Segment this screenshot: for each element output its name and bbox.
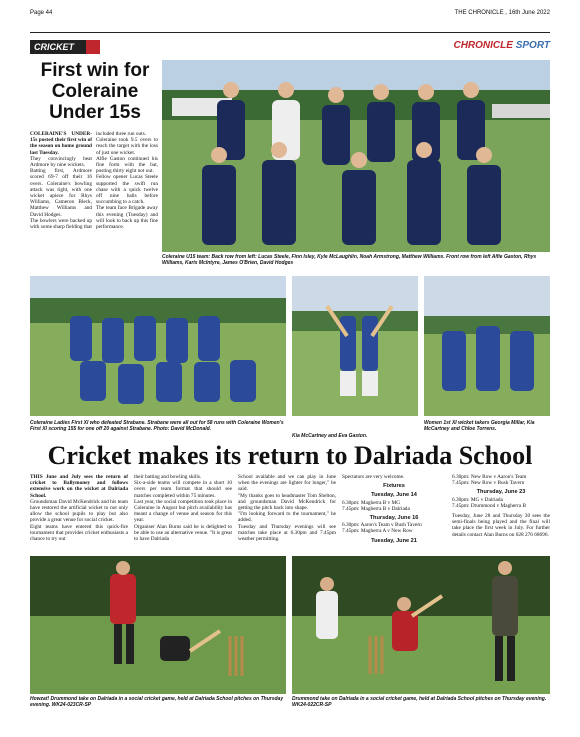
story1-para: Batting first, Ardmore scored 69-7 off their 16 overs. Coleraine's bowling attack was tight, with one wicket apiece for Rhys Williams, Cameron Bleck, Matthew Williams and David Hodges. — [30, 168, 92, 218]
fixture-date: Tuesday, June 14 — [371, 492, 417, 499]
photo-howzat-dalriada — [30, 556, 286, 694]
photo-caption-story1: Coleraine U15 team: Back row from left: Lucas Steele, Finn Isley, Kyle McLaughlin, Noah Armstrong, Matthew Williams. Front row from left Alfie Gaston, Rhys Williams, Karis McIntyre, James O'Brien, David Hodges — [162, 254, 537, 266]
section-tag — [30, 40, 100, 54]
headline-story1: First win for Coleraine Under 15s — [40, 60, 150, 123]
story2-para: Spectators are very welcome. — [342, 474, 405, 480]
photo-caption-mccartney-gaston: Kia McCartney and Eva Gaston. — [292, 433, 368, 439]
photo-drummond-dalriada — [292, 556, 550, 694]
masthead-sport: SPORT — [515, 40, 550, 51]
story2-para: School available and we can play in June when the evenings are lighter for longer," he said. — [238, 474, 336, 493]
story1-para: They convincingly beat Ardmore by nine wickets. — [30, 155, 92, 169]
fixture-row: 7.45pm: Magherra B v Dalriada — [342, 505, 410, 512]
story1-para: The bowlers were backed up with some sharp fielding that — [30, 217, 92, 231]
story2-para: Organiser Alan Burns said he is delighted to be able to use an alternative venue. "It is great to have Dalriada — [134, 523, 232, 543]
section-tag-accent — [86, 40, 100, 54]
fixtures-title: Fixtures — [383, 483, 405, 490]
story1-column-1 — [30, 131, 92, 230]
story2-column-2 — [134, 474, 232, 542]
section-tag-label: CRICKET — [34, 42, 74, 52]
story2-para: Tuesday and Thursday evenings will see matches take place at 6.30pm and 7.45pm weather permitting. — [238, 523, 336, 543]
photo-caption-ladies: Coleraine Ladies First XI who defeated Strabane. Strabane were all out for 58 runs with Coleraine Women's First XI scoring 155 for one off 20 against Strabane. Photo: David McDonald. — [30, 420, 284, 432]
story2-para: "My thanks goes to headmaster Tom Shelton, and groundsman David McKendrick for getting the pitch back into shape. — [238, 492, 336, 512]
header-rule — [30, 32, 550, 33]
page-header — [30, 8, 550, 20]
photo-wicket-takers — [424, 276, 550, 416]
masthead-main: CHRONICLE — [453, 40, 513, 51]
page-number: Page 44 — [30, 10, 53, 16]
story1-para: Fellow opener Lucas Steele supported the swift run chase with a quick twelve off nine balls before succumbing to a catch. — [96, 174, 158, 206]
photo-mccartney-gaston — [292, 276, 418, 416]
story1-para: The team face Brigade away this evening (Tuesday) and will look to back up this fine performance. — [96, 205, 158, 231]
story2-para: Eight teams have entered this quick-fire tournament that provides cricket enthusiasts a chance to try out — [30, 523, 128, 543]
fixture-row: 7.45pm: Magherra A v New Row — [342, 528, 413, 535]
story1-lead: COLERAINE'S UNDER-15s posted their first win of the season on home ground last Tuesday. — [30, 131, 92, 156]
photo-coleraine-ladies-first-xi — [30, 276, 286, 416]
fixture-row: 6.30pm: Magherra B v MG — [342, 499, 401, 506]
story2-para: "I'm looking forward to the tournament," he added. — [238, 511, 336, 524]
fixture-date: Thursday, June 16 — [369, 515, 419, 522]
story1-para: included three run outs. — [96, 131, 147, 137]
story1-column-2 — [96, 131, 158, 230]
photo-caption-drummond: Drummond take on Dalriada in a social cricket game, held at Dalriada School pitches on Thursday evening. WK24-022CR-SP — [292, 696, 547, 708]
photo-caption-wicket-takers: Women 1st XI wicket takers Georgia Millar, Kia McCartney and Chloe Torrens. — [424, 420, 535, 432]
edition-date: THE CHRONICLE , 16th June 2022 — [454, 10, 550, 16]
story1-para: Alfie Gaston continued his fine form with the bat, posting thirty eight not out. — [96, 155, 158, 175]
fixture-row: 6.30pm: Aaron's Team v Bush Tavern — [342, 522, 422, 529]
fixture-date: Thursday, June 23 — [476, 489, 526, 496]
fixture-row: 7.45pm: Drummond v Magherra B — [452, 502, 526, 509]
story2-para: their batting and bowling skills. — [134, 474, 202, 480]
fixture-row: 6.30pm: MG v Dalriada — [452, 496, 503, 503]
masthead — [453, 40, 550, 51]
story2-para: Six-a-side teams will compete in a short 10 overs per team format that should see matches completed within 75 minutes. — [134, 480, 232, 499]
story2-para: Groundsman David McKendrick and his team have restored the artificial wicket to not only allow the school pupils to play but also provide a great venue for social cricket. — [30, 498, 128, 524]
headline-story2: Cricket makes its return to Dalriada School — [47, 441, 533, 470]
story2-column-1 — [30, 474, 128, 542]
story2-column-3 — [238, 474, 336, 542]
photo-caption-howzat: Howzat! Drummond take on Dalriada in a social cricket game, held at Dalriada School pitches on Thursday evening. WK24-023CR-SP — [30, 696, 284, 708]
story1-para: Coleraine took 9.5 overs to reach the target with the loss of just one wicket. — [96, 137, 158, 156]
story2-para: Last year, the social competition took place in Coleraine in August but pitch availability has meant a change of venue and season for this year. — [134, 498, 232, 524]
fixture-row: 6.30pm: New Row v Aaron's Team — [452, 474, 527, 480]
story2-column-4 — [342, 474, 446, 545]
fixture-date: Tuesday, June 21 — [371, 537, 417, 544]
story2-lead: THIS June and July sees the return of cricket to Ballymoney and follows extensive work on the wicket at Dalriada School. — [30, 474, 128, 499]
photo-coleraine-u15-team — [162, 60, 550, 252]
story2-para: Tuesday, June 28 and Thursday 30 sees the semi-finals being played and the final will take place the first week in July. For further details contact Alan Burns on 028 276 68696. — [452, 513, 550, 538]
story2-column-5 — [452, 474, 550, 538]
fixture-row: 7.45pm: New Row v Bush Tavern — [452, 480, 525, 487]
